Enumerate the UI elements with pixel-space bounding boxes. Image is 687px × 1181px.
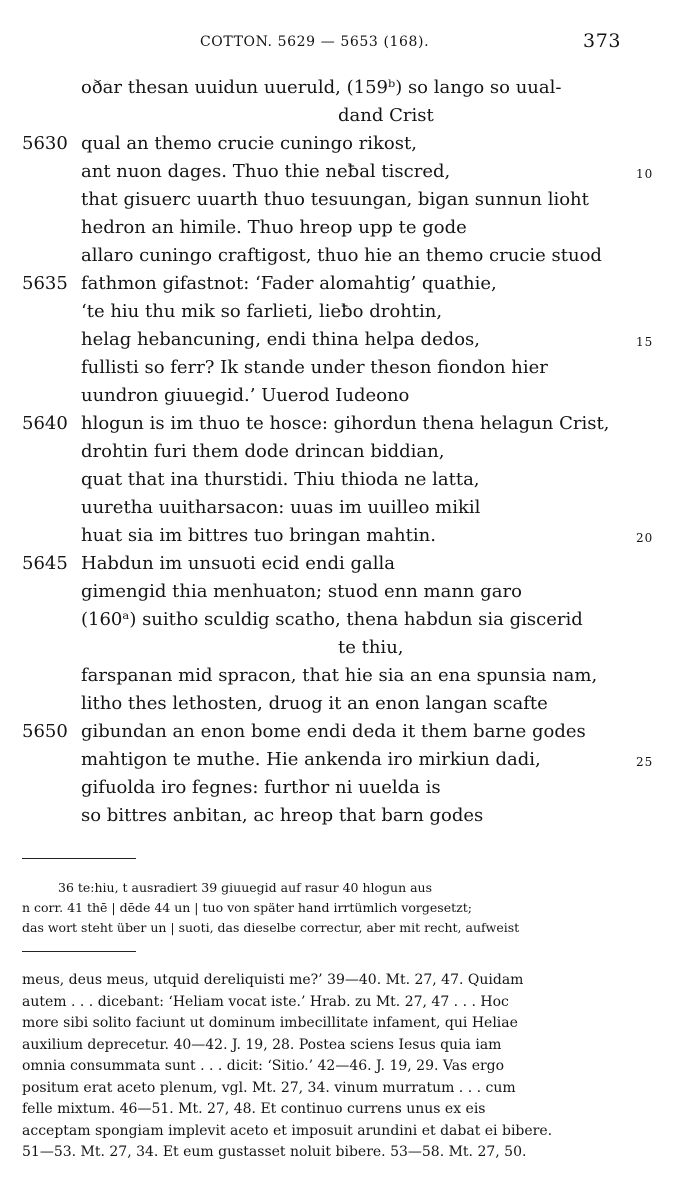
verse-text-line: ‘te hiu thu mik so farlieti, lieƀo drohtin,: [81, 301, 443, 322]
footnote-rule: [22, 858, 136, 859]
verse-line: [0, 634, 687, 662]
commentary-line: 51—53. Mt. 27, 34. Et eum gustasset noluit bibere. 53—58. Mt. 27, 50.: [22, 1144, 527, 1160]
verse-text-line: Habdun im unsuoti ecid endi galla: [81, 553, 395, 574]
source-commentary: [22, 970, 630, 1164]
verse-text-line: hedron an himile. Thuo hreop upp te gode: [81, 217, 467, 238]
verse-line: [0, 578, 687, 606]
verse-line: [0, 214, 687, 242]
verse-text-line: dand Crist: [338, 105, 434, 126]
verse-text-line: te thiu,: [338, 637, 404, 658]
verse-line: [0, 410, 687, 438]
verse-text-line: hlogun is im thuo te hosce: gihordun thena helagun Crist,: [81, 413, 610, 434]
verse-text-line: litho thes lethosten, druog it an enon langan scafte: [81, 693, 548, 714]
verse-text-line: oðar thesan uuidun uueruld, (159ᵇ) so lango so uual-: [81, 77, 562, 98]
verse-line: [0, 466, 687, 494]
verse-line: [0, 802, 687, 830]
verse-line: [0, 746, 687, 774]
commentary-line: autem . . . dicebant: ‘Heliam vocat iste.’ Hrab. zu Mt. 27, 47 . . . Hoc: [22, 993, 509, 1010]
commentary-line: omnia consummata sunt . . . dicit: ‘Sitio.’ 42—46. J. 19, 29. Vas ergo: [22, 1058, 505, 1074]
verse-text-line: fullisti so ferr? Ik stande under theson fiondon hier: [81, 357, 548, 378]
apparatus-line: n corr. 41 thē | dēde 44 un | tuo von später hand irrtümlich vorgesetzt;: [22, 900, 472, 915]
verse-line: [0, 690, 687, 718]
verse-line: [0, 522, 687, 550]
verse-line: [0, 186, 687, 214]
verse-text-line: that gisuerc uuarth thuo tesuungan, bigan sunnun lioht: [81, 189, 589, 210]
verse-text-line: uundron giuuegid.’ Uuerod Iudeono: [81, 385, 410, 406]
verse-line-number: 5640: [22, 413, 68, 434]
verse-line-number: 5635: [22, 273, 68, 294]
verse-line-number: 5645: [22, 553, 68, 574]
verse-line: [0, 354, 687, 382]
commentary-line: more sibi solito faciunt ut dominum imbecillitate infament, qui Heliae: [22, 1015, 518, 1031]
verse-text-line: quat that ina thurstidi. Thiu thioda ne latta,: [81, 469, 480, 490]
verse-text-line: gimengid thia menhuaton; stuod enn mann garo: [81, 581, 522, 602]
verse-line: [0, 606, 687, 634]
manuscript-line-number: 15: [636, 335, 654, 349]
verse-text-line: so bittres anbitan, ac hreop that barn godes: [81, 805, 484, 826]
page-number: 373: [583, 30, 622, 52]
verse-line-number: 5650: [22, 721, 68, 742]
verse-text-line: drohtin furi them dode drincan biddian,: [81, 441, 445, 462]
verse-line: [0, 550, 687, 578]
verse-line: [0, 130, 687, 158]
verse-line: [0, 494, 687, 522]
commentary-line: meus, deus meus, utquid dereliquisti me?’ 39—40. Mt. 27, 47. Quidam: [22, 972, 524, 988]
commentary-rule: [22, 951, 136, 952]
verse-line: [0, 774, 687, 802]
verse-line: [0, 158, 687, 186]
verse-line: [0, 438, 687, 466]
critical-apparatus: [22, 878, 630, 938]
manuscript-line-number: 10: [636, 167, 654, 181]
verse-text-line: gifuolda iro fegnes: furthor ni uuelda is: [81, 777, 441, 798]
verse-line: [0, 74, 687, 102]
running-head-title: COTTON. 5629 — 5653 (168).: [200, 34, 430, 50]
commentary-line: auxilium deprecetur. 40—42. J. 19, 28. Postea sciens Iesus quia iam: [22, 1036, 502, 1053]
verse-text-line: farspanan mid spracon, that hie sia an ena spunsia nam,: [81, 665, 598, 686]
verse-text-line: mahtigon te muthe. Hie ankenda iro mirkiun dadi,: [81, 749, 541, 770]
verse-line: [0, 382, 687, 410]
verse-line: [0, 662, 687, 690]
verse-text-line: helag hebancuning, endi thina helpa dedos,: [81, 329, 480, 350]
verse-line: [0, 270, 687, 298]
verse-text-line: uuretha uuitharsacon: uuas im uuilleo mikil: [81, 497, 481, 518]
verse-text-line: (160ᵃ) suitho sculdig scatho, thena habdun sia giscerid: [81, 609, 583, 630]
commentary-line: acceptam spongiam implevit aceto et imposuit arundini et dabat ei bibere.: [22, 1122, 553, 1139]
manuscript-line-number: 25: [636, 755, 654, 769]
verse-line: [0, 102, 687, 130]
verse-line: [0, 326, 687, 354]
apparatus-line: das wort steht über un | suoti, das dieselbe correctur, aber mit recht, aufweist: [22, 920, 520, 935]
commentary-line: positum erat aceto plenum, vgl. Mt. 27, 34. vinum murratum . . . cum: [22, 1079, 516, 1096]
commentary-line: felle mixtum. 46—51. Mt. 27, 48. Et continuo currens unus ex eis: [22, 1101, 486, 1117]
verse-text-line: ant nuon dages. Thuo thie neƀal tiscred,: [81, 161, 451, 182]
manuscript-line-number: 20: [636, 531, 654, 545]
verse-text-line: gibundan an enon bome endi deda it them barne godes: [81, 721, 586, 742]
verse-text: [0, 74, 687, 830]
verse-text-line: fathmon gifastnot: ‘Fader alomahtig’ quathie,: [81, 273, 497, 294]
verse-text-line: huat sia im bittres tuo bringan mahtin.: [81, 525, 436, 546]
verse-text-line: qual an themo crucie cuningo rikost,: [81, 133, 417, 154]
verse-text-line: allaro cuningo craftigost, thuo hie an themo crucie stuod: [81, 245, 602, 266]
apparatus-line: 36 te:hiu, t ausradiert 39 giuuegid auf rasur 40 hlogun aus: [58, 880, 433, 895]
verse-line-number: 5630: [22, 133, 68, 154]
verse-line: [0, 718, 687, 746]
verse-line: [0, 298, 687, 326]
verse-line: [0, 242, 687, 270]
